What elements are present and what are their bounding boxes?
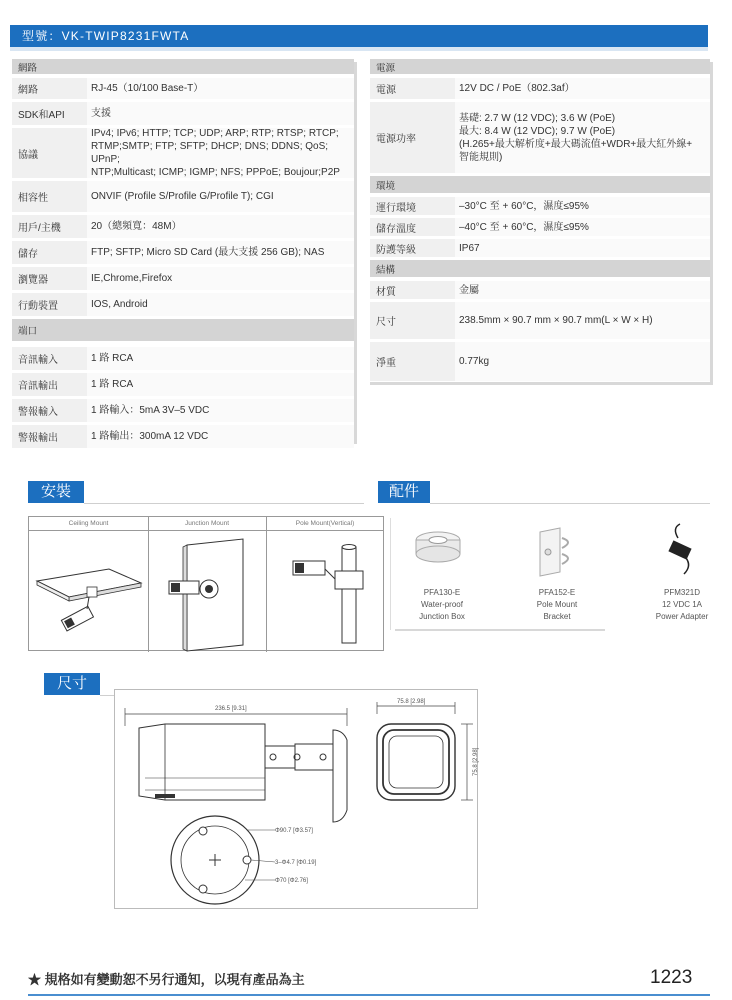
spec-key: 瀏覽器 <box>12 267 87 290</box>
accessories-tag: 配件 <box>378 481 430 503</box>
spec-value: IE,Chrome,Firefox <box>87 267 354 290</box>
spec-row <box>370 218 710 239</box>
spec-value: ONVIF (Profile S/Profile G/Profile T); CGI <box>87 181 354 212</box>
spec-value: 基礎: 2.7 W (12 VDC); 3.6 W (PoE) 最大: 8.4 W (12 VDC); 9.7 W (PoE) (H.265+最大解析度+最大碼流值+WDR+最大紅外線+ 智能規則) <box>455 102 710 173</box>
spec-value: –40°C 至 + 60°C，濕度≤95% <box>455 218 710 236</box>
spec-key: 網路 <box>12 78 87 99</box>
spec-value: RJ-45（10/100 Base-T） <box>87 78 354 99</box>
spec-row <box>12 373 354 399</box>
junction-box-icon <box>416 532 460 562</box>
spec-key: 儲存 <box>12 241 87 264</box>
spec-row <box>12 241 354 267</box>
install-col-pole: Pole Mount(Vertical) <box>266 517 384 531</box>
accessory-power-adapter: PFM321D 12 VDC 1A Power Adapter <box>655 588 709 621</box>
spec-row <box>12 347 354 373</box>
accessory-icons <box>398 524 718 576</box>
section-header-power: 電源 <box>370 59 710 74</box>
section-header-network: 網路 <box>12 59 354 74</box>
spec-row <box>12 293 354 319</box>
spec-key: 運行環境 <box>370 197 455 215</box>
spec-value: 0.77kg <box>455 342 710 381</box>
spec-value: 20（總頻寬：48M） <box>87 215 354 238</box>
spec-row <box>12 215 354 241</box>
spec-row <box>12 267 354 293</box>
spec-value: 金屬 <box>455 281 710 299</box>
dimension-drawing <box>114 689 478 909</box>
spec-row <box>12 399 354 425</box>
pole-mount-bracket-icon <box>540 528 568 576</box>
spec-row <box>12 102 354 128</box>
spec-value: 238.5mm × 90.7 mm × 90.7 mm(L × W × H) <box>455 302 710 339</box>
spec-key: 行動裝置 <box>12 293 87 316</box>
spec-row <box>370 102 710 176</box>
spec-value: 1 路輸入：5mA 3V–5 VDC <box>87 399 354 422</box>
spec-row <box>370 197 710 218</box>
spec-key: 音訊輸出 <box>12 373 87 396</box>
spec-key: 警報輸入 <box>12 399 87 422</box>
spec-value: IPv4; IPv6; HTTP; TCP; UDP; ARP; RTP; RTSP; RTCP; RTMP;SMTP; FTP; SFTP; DHCP; DNS; DDNS; QoS; UPnP; NTP;Multicast; ICMP; IGMP; NFS; PPPoE; Boujour;P2P <box>87 128 354 178</box>
spec-row <box>370 302 710 342</box>
spec-row <box>370 239 710 260</box>
spec-value: 12V DC / PoE（802.3af） <box>455 78 710 99</box>
accessory-pole-mount: PFA152-E Pole Mount Bracket <box>536 588 578 621</box>
spec-row <box>370 78 710 102</box>
spec-row <box>370 342 710 384</box>
spec-key: 電源功率 <box>370 102 455 173</box>
spec-value: –30°C 至 + 60°C，濕度≤95% <box>455 197 710 215</box>
footer-note: ★ 規格如有變動恕不另行通知，以現有產品為主 <box>28 972 305 987</box>
install-tag: 安裝 <box>28 481 84 503</box>
spec-key: 警報輸出 <box>12 425 87 448</box>
page-number: 1223 <box>650 967 693 988</box>
spec-key: 儲存溫度 <box>370 218 455 236</box>
footer-line <box>28 994 710 996</box>
spec-value: 1 路 RCA <box>87 347 354 370</box>
table-shadow <box>354 62 357 444</box>
spec-key: 材質 <box>370 281 455 299</box>
spec-key: 電源 <box>370 78 455 99</box>
spec-key: SDK和API <box>12 102 87 125</box>
left-spec-table <box>12 59 354 451</box>
section-header-struct: 結構 <box>370 260 710 277</box>
section-header-port: 端口 <box>12 319 354 341</box>
divider <box>430 503 710 504</box>
spec-value: 1 路輸出：300mA 12 VDC <box>87 425 354 448</box>
spec-value: IOS, Android <box>87 293 354 316</box>
diameter-label-inner: Φ70 [Φ2.76] <box>275 878 308 884</box>
spec-key: 淨重 <box>370 342 455 381</box>
dimensions-tag: 尺寸 <box>44 673 100 695</box>
spec-value: 支援 <box>87 102 354 125</box>
spec-value: FTP; SFTP; Micro SD Card (最大支援 256 GB); NAS <box>87 241 354 264</box>
accessory-junction-box: PFA130-E Water-proof Junction Box <box>419 588 465 621</box>
spec-key: 音訊輸入 <box>12 347 87 370</box>
right-spec-table <box>370 59 710 384</box>
height-label: 75.8 [2.98] <box>473 747 479 776</box>
power-adapter-icon <box>668 524 691 574</box>
section-header-env: 環境 <box>370 176 710 193</box>
spec-row <box>370 281 710 302</box>
spec-value: 1 路 RCA <box>87 373 354 396</box>
spec-row <box>12 78 354 102</box>
spec-row <box>12 425 354 451</box>
spec-key: 協議 <box>12 128 87 178</box>
spec-key: 相容性 <box>12 181 87 212</box>
width-label: 75.8 [2.98] <box>397 699 426 705</box>
install-col-junction: Junction Mount <box>148 517 266 531</box>
spec-value: IP67 <box>455 239 710 257</box>
table-shadow <box>710 62 713 385</box>
install-col-ceiling: Ceiling Mount <box>29 517 148 531</box>
spec-key: 用戶/主機 <box>12 215 87 238</box>
model-title: 型號：VK-TWIP8231FWTA <box>10 25 708 47</box>
length-label: 236.5 [9.31] <box>215 706 247 712</box>
diameter-label-outer: Φ90.7 [Φ3.57] <box>275 828 313 834</box>
spec-key: 防護等級 <box>370 239 455 257</box>
model-underline <box>10 47 708 51</box>
hole-label: 3–Φ4.7 [Φ0.19] <box>275 860 317 866</box>
install-diagram <box>28 516 384 651</box>
install-drawings <box>29 531 383 651</box>
divider <box>84 503 364 504</box>
spec-key: 尺寸 <box>370 302 455 339</box>
table-shadow <box>370 382 713 385</box>
spec-row <box>12 181 354 215</box>
spec-row <box>12 128 354 181</box>
